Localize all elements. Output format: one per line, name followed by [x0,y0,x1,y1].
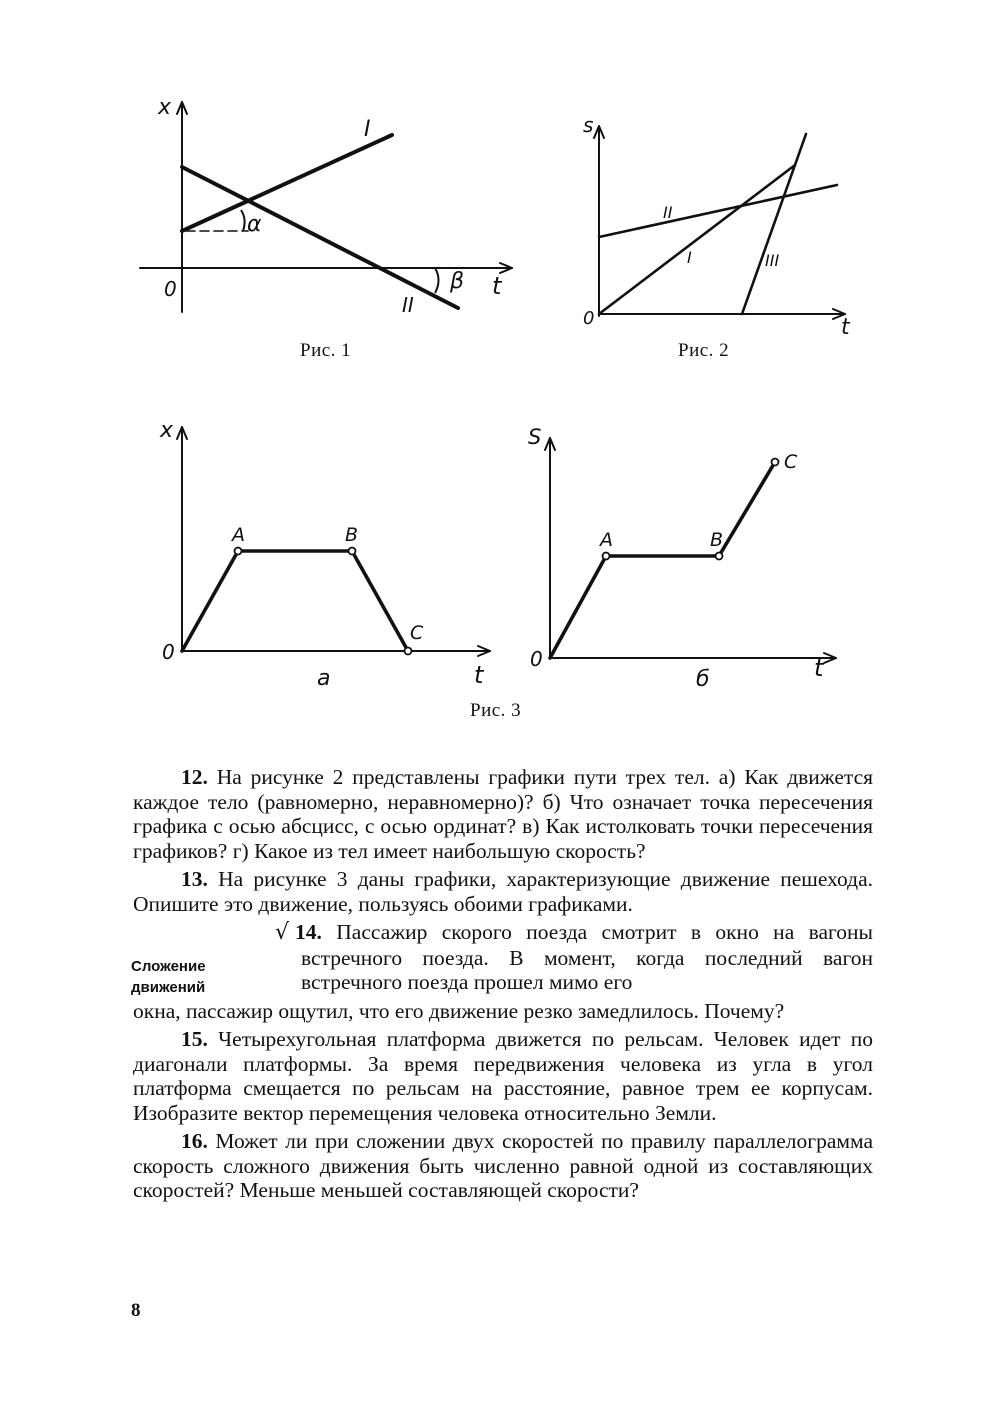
side-heading-line-1: Сложение [131,958,206,975]
problem-13-number: 13. [181,867,208,891]
problem-14-continued [133,999,873,1024]
fig3b-label-origin: 0 [530,647,543,671]
fig3a-label-origin: 0 [162,640,175,664]
fig1-label-line-1: I [364,117,371,142]
fig3b-label-s: S [528,425,542,449]
fig1-angle-beta-arc [435,268,439,293]
problem-12 [133,765,873,863]
fig2-caption: Рис. 2 [678,340,730,361]
fig3a-sublabel: a [317,666,331,691]
fig3a-label-x: x [160,418,174,443]
figure-1 [130,90,530,320]
fig1-label-beta: β [450,269,465,294]
fig3b-point-a [603,553,610,560]
problem-13-text: На рисунке 3 даны графики, характеризующие движение пешехода. Опишите это движение, пользуясь обоими графиками. [133,867,873,916]
problem-12-number: 12. [181,765,208,789]
problem-15-text: Четырехугольная платформа движется по рельсам. Человек идет по диагонали платформы. За время передвижения человека из угла в угол платформа смещается по рельсам на расстояние, равное трем ее корпусам. Изобразите вектор перемещения человека относительно Земли. [133,1027,874,1125]
fig3b-label-c: C [784,451,798,473]
fig3a-graph [182,551,408,651]
fig3b-point-b [716,553,723,560]
fig3b-label-b: B [710,529,724,551]
fig3b-sublabel: б [696,667,710,692]
fig3b-point-c [772,459,779,466]
fig1-label-line-2: II [402,293,414,317]
fig3b-label-t: t [814,654,824,682]
problem-15 [133,1027,873,1125]
problem-16 [133,1129,873,1203]
problem-16-text: Может ли при сложении двух скоростей по правилу параллелограмма скорость сложного движения быть численно равной одной из составляющих скоростей? Меньше меньшей составляющей скорости? [133,1129,874,1202]
fig2-label-origin: 0 [583,308,595,329]
fig1-label-alpha: α [247,212,262,237]
fig1-label-x: x [158,95,172,120]
fig3-caption: Рис. 3 [470,700,522,721]
fig2-label-t: t [841,315,850,340]
problem-12-text: На рисунке 2 представлены графики пути трех тел. а) Как движется каждое тело (равномерно, неравномерно)? б) Что означает точка пересечения графика с осью абсцисс, с осью ординат? в) Как истолковать точки пересечения графиков? г) Какое из тел имеет наибольшую скорость? [133,765,874,863]
page-number: 8 [131,1300,141,1321]
fig2-label-line-1: I [687,248,692,267]
fig3b-graph [550,462,775,658]
figure-3a [150,415,500,695]
fig3a-label-c: C [410,622,424,644]
fig2-label-line-2: II [663,203,673,222]
problem-14-number: 14. [295,920,322,944]
fig1-line-2 [182,167,458,308]
fig1-caption: Рис. 1 [300,340,352,361]
problems-text [133,765,873,1207]
fig3a-point-c [405,648,412,655]
problem-14-text-part-2: окна, пассажир ощутил, что его движение резко замедлилось. Почему? [133,998,785,1023]
problem-15-number: 15. [181,1027,208,1051]
problem-13 [133,867,873,916]
fig3b-label-a: A [600,529,613,551]
fig2-label-line-3: III [765,251,780,270]
side-heading-line-2: движений [131,979,206,996]
check-mark-icon: √ [275,920,290,945]
fig2-line-3 [742,134,806,314]
fig2-line-2 [599,185,837,237]
fig3a-label-a: A [232,524,245,546]
fig2-label-s: s [583,113,594,137]
figure-3b [520,420,850,690]
problem-14-text-part-1: Пассажир скорого поезда смотрит в окно на вагоны встречного поезда. В момент, когда последний вагон встречного поезда прошел мимо его [301,920,873,994]
fig1-label-t: t [492,272,502,300]
figure-2 [575,110,865,340]
fig2-line-1 [599,165,795,314]
problem-16-number: 16. [181,1129,208,1153]
fig3a-point-a [235,548,242,555]
fig1-label-origin: 0 [164,277,177,301]
fig3a-label-t: t [474,661,484,689]
problem-14 [275,920,873,995]
fig1-angle-alpha-arc [241,210,245,231]
fig3a-label-b: B [345,524,359,546]
fig3a-point-b [349,548,356,555]
